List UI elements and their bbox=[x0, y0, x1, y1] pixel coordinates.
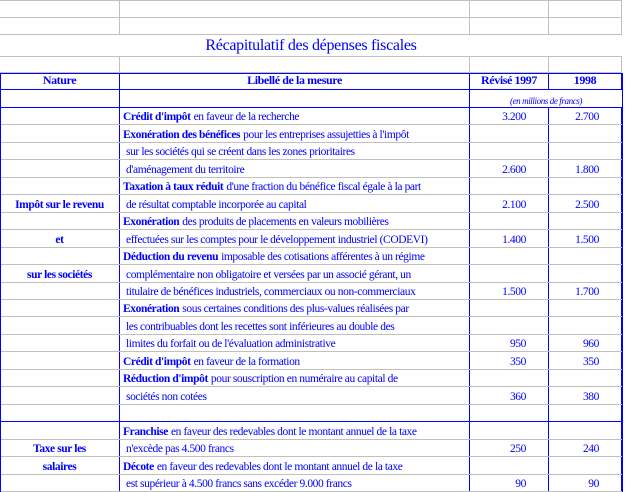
table-row bbox=[0, 405, 622, 422]
cell[interactable] bbox=[470, 18, 549, 34]
nature-cell[interactable] bbox=[0, 475, 120, 491]
measure-name: Réduction d'impôt bbox=[123, 373, 208, 386]
libelle-cell[interactable] bbox=[120, 370, 470, 386]
measure-description: de résultat comptable incorporée au capital bbox=[126, 198, 307, 211]
libelle-cell[interactable] bbox=[120, 475, 470, 491]
value-1997[interactable] bbox=[470, 265, 549, 281]
table-row bbox=[0, 352, 622, 369]
value-1998[interactable] bbox=[549, 422, 622, 438]
cell[interactable] bbox=[549, 1, 622, 17]
nature-cell[interactable] bbox=[0, 335, 120, 351]
section-divider bbox=[0, 421, 622, 422]
value-1997[interactable] bbox=[470, 405, 549, 421]
libelle-cell[interactable] bbox=[120, 457, 470, 473]
table-row bbox=[0, 335, 622, 352]
cell[interactable] bbox=[0, 90, 120, 107]
value-1997[interactable]: 90 bbox=[470, 475, 549, 491]
nature-cell[interactable]: et bbox=[0, 230, 120, 246]
measure-description: en faveur de la recherche bbox=[193, 111, 300, 124]
cell[interactable] bbox=[470, 1, 549, 17]
table-row bbox=[0, 457, 622, 474]
table-row bbox=[0, 440, 622, 457]
value-1998[interactable]: 1.800 bbox=[549, 160, 622, 176]
libelle-cell[interactable] bbox=[120, 317, 470, 333]
value-1998[interactable] bbox=[549, 405, 622, 421]
libelle-cell[interactable] bbox=[120, 195, 470, 211]
nature-cell[interactable] bbox=[0, 125, 120, 141]
value-1998[interactable] bbox=[549, 317, 622, 333]
measure-description: sous certaines conditions des plus-values réalisées par bbox=[182, 303, 409, 316]
value-1998[interactable] bbox=[549, 213, 622, 229]
libelle-cell[interactable] bbox=[120, 160, 470, 176]
measure-description: sur les sociétés qui se créent dans les zones prioritaires bbox=[126, 146, 355, 159]
measure-description: n'excède pas 4.500 francs bbox=[126, 443, 234, 456]
table-row bbox=[0, 422, 622, 439]
cell[interactable] bbox=[0, 1, 120, 17]
measure-description: titulaire de bénéfices industriels, commerciaux ou non-commerciaux bbox=[126, 285, 416, 298]
measure-name: Décote bbox=[123, 460, 154, 473]
measure-description: effectuées sur les comptes pour le développement industriel (CODEVI) bbox=[126, 233, 428, 246]
measure-description: est supérieur à 4.500 francs sans excéder 9.000 francs bbox=[126, 477, 352, 490]
table-row bbox=[0, 300, 622, 317]
value-1997[interactable] bbox=[470, 143, 549, 159]
table-row bbox=[0, 108, 622, 125]
cell[interactable] bbox=[549, 56, 622, 72]
nature-cell[interactable] bbox=[0, 283, 120, 299]
libelle-cell[interactable] bbox=[120, 125, 470, 141]
value-1998[interactable] bbox=[549, 370, 622, 386]
nature-cell[interactable] bbox=[0, 300, 120, 316]
value-1998[interactable] bbox=[549, 248, 622, 264]
empty-row[interactable] bbox=[0, 0, 622, 18]
value-1997[interactable]: 360 bbox=[470, 387, 549, 403]
table-row bbox=[0, 125, 622, 142]
table-row bbox=[0, 475, 622, 492]
table-row bbox=[0, 195, 622, 212]
value-1997[interactable] bbox=[470, 248, 549, 264]
libelle-cell[interactable] bbox=[120, 178, 470, 194]
nature-cell[interactable] bbox=[0, 422, 120, 438]
measure-description: imposable des cotisations afférentes à un régime bbox=[221, 251, 425, 264]
table-row bbox=[0, 265, 622, 282]
page-title: Récapitulatif des dépenses fiscales bbox=[0, 35, 622, 57]
nature-cell[interactable] bbox=[0, 405, 120, 421]
value-1997[interactable] bbox=[470, 178, 549, 194]
table-row bbox=[0, 230, 622, 247]
value-1997[interactable] bbox=[470, 317, 549, 333]
value-1998[interactable] bbox=[549, 265, 622, 281]
units-row bbox=[0, 90, 622, 108]
cell[interactable] bbox=[0, 18, 120, 34]
measure-name: Crédit d'impôt bbox=[123, 355, 191, 368]
value-1998[interactable] bbox=[549, 125, 622, 141]
measure-name: Déduction du revenu bbox=[123, 251, 219, 264]
header-1997: Révisé 1997 bbox=[470, 73, 549, 90]
value-1998[interactable]: 350 bbox=[549, 352, 622, 368]
value-1998[interactable]: 2.500 bbox=[549, 195, 622, 211]
libelle-cell[interactable] bbox=[120, 300, 470, 316]
nature-cell[interactable] bbox=[0, 352, 120, 368]
value-1998[interactable]: 960 bbox=[549, 335, 622, 351]
measure-name: Crédit d'impôt bbox=[123, 111, 191, 124]
libelle-cell[interactable] bbox=[120, 352, 470, 368]
libelle-cell[interactable] bbox=[120, 230, 470, 246]
measure-description: en faveur des redevables dont le montant annuel de la taxe bbox=[170, 425, 417, 438]
table-row bbox=[0, 178, 622, 195]
table-row bbox=[0, 248, 622, 265]
value-1997[interactable]: 3.200 bbox=[470, 108, 549, 124]
measure-description: pour les entreprises assujetties à l'impôt bbox=[243, 128, 409, 141]
value-1997[interactable] bbox=[470, 213, 549, 229]
value-1997[interactable] bbox=[470, 422, 549, 438]
empty-row[interactable] bbox=[0, 56, 622, 73]
nature-cell[interactable] bbox=[0, 387, 120, 403]
libelle-cell[interactable] bbox=[120, 248, 470, 264]
libelle-cell[interactable] bbox=[120, 335, 470, 351]
value-1998[interactable] bbox=[549, 300, 622, 316]
cell[interactable] bbox=[120, 1, 470, 17]
measure-description: en faveur des redevables dont le montant annuel de la taxe bbox=[156, 460, 403, 473]
value-1998[interactable]: 240 bbox=[549, 440, 622, 456]
measure-description: d'une fraction du bénéfice fiscal égale à la part bbox=[226, 181, 421, 194]
measure-name: Exonération bbox=[123, 303, 180, 316]
cell[interactable] bbox=[470, 56, 549, 72]
libelle-cell[interactable] bbox=[120, 108, 470, 124]
empty-row[interactable] bbox=[0, 18, 622, 35]
value-1998[interactable]: 1.700 bbox=[549, 283, 622, 299]
value-1998[interactable]: 1.500 bbox=[549, 230, 622, 246]
value-1998[interactable] bbox=[549, 143, 622, 159]
measure-name: Exonération bbox=[123, 216, 180, 229]
nature-cell[interactable] bbox=[0, 178, 120, 194]
measure-description: limites du forfait ou de l'évaluation administrative bbox=[126, 338, 336, 351]
units-label: (en millions de francs) bbox=[509, 96, 583, 106]
measure-name: Taxation à taux réduit bbox=[123, 181, 224, 194]
value-1998[interactable]: 2.700 bbox=[549, 108, 622, 124]
measure-description: les contribuables dont les recettes sont inférieures au double des bbox=[126, 320, 395, 333]
value-1997[interactable]: 2.600 bbox=[470, 160, 549, 176]
table-row bbox=[0, 213, 622, 230]
nature-cell[interactable]: salaires bbox=[0, 457, 120, 473]
value-1997[interactable]: 2.100 bbox=[470, 195, 549, 211]
table-row bbox=[0, 317, 622, 334]
table-row bbox=[0, 370, 622, 387]
value-1997[interactable]: 1.400 bbox=[470, 230, 549, 246]
nature-cell[interactable]: Impôt sur le revenu bbox=[0, 195, 120, 211]
measure-description: d'aménagement du territoire bbox=[126, 163, 245, 176]
cell[interactable] bbox=[549, 18, 622, 34]
value-1998[interactable]: 380 bbox=[549, 387, 622, 403]
value-1997[interactable]: 1.500 bbox=[470, 283, 549, 299]
nature-cell[interactable] bbox=[0, 317, 120, 333]
cell[interactable] bbox=[120, 90, 470, 107]
cell[interactable] bbox=[120, 18, 470, 34]
libelle-cell[interactable] bbox=[120, 422, 470, 438]
header-nature: Nature bbox=[0, 73, 120, 90]
table-row bbox=[0, 160, 622, 177]
table-row bbox=[0, 143, 622, 160]
libelle-cell[interactable] bbox=[120, 143, 470, 159]
nature-cell[interactable] bbox=[0, 370, 120, 386]
value-1997[interactable] bbox=[470, 457, 549, 473]
libelle-cell[interactable] bbox=[120, 387, 470, 403]
nature-cell[interactable]: Taxe sur les bbox=[0, 440, 120, 456]
nature-cell[interactable]: sur les sociétés bbox=[0, 265, 120, 281]
value-1998[interactable]: 90 bbox=[549, 475, 622, 491]
value-1998[interactable] bbox=[549, 457, 622, 473]
header-1998: 1998 bbox=[549, 73, 622, 90]
value-1998[interactable] bbox=[549, 178, 622, 194]
libelle-cell[interactable] bbox=[120, 440, 470, 456]
cell[interactable] bbox=[0, 56, 120, 72]
nature-cell[interactable] bbox=[0, 213, 120, 229]
header-row bbox=[0, 73, 622, 90]
libelle-cell[interactable] bbox=[120, 265, 470, 281]
measure-description: des produits de placements en valeurs mobilières bbox=[182, 216, 389, 229]
measure-description: complémentaire non obligatoire et versées par un associé gérant, un bbox=[126, 268, 411, 281]
value-1997[interactable] bbox=[470, 300, 549, 316]
value-1997[interactable] bbox=[470, 125, 549, 141]
libelle-cell[interactable] bbox=[120, 283, 470, 299]
measure-name: Franchise bbox=[123, 425, 168, 438]
table-row bbox=[0, 387, 622, 404]
value-1997[interactable]: 950 bbox=[470, 335, 549, 351]
table-row bbox=[0, 283, 622, 300]
nature-cell[interactable] bbox=[0, 248, 120, 264]
value-1997[interactable]: 250 bbox=[470, 440, 549, 456]
measure-name: Exonération des bénéfices bbox=[123, 128, 241, 141]
measure-description: en faveur de la formation bbox=[193, 355, 300, 368]
nature-cell[interactable] bbox=[0, 108, 120, 124]
nature-cell[interactable] bbox=[0, 143, 120, 159]
measure-description: pour souscription en numéraire au capital de bbox=[210, 373, 398, 386]
cell[interactable] bbox=[120, 56, 470, 72]
value-1997[interactable] bbox=[470, 370, 549, 386]
libelle-cell[interactable] bbox=[120, 213, 470, 229]
header-libelle: Libellé de la mesure bbox=[120, 73, 470, 90]
libelle-cell[interactable] bbox=[120, 405, 470, 421]
measure-description: sociétés non cotées bbox=[126, 390, 207, 403]
value-1997[interactable]: 350 bbox=[470, 352, 549, 368]
nature-cell[interactable] bbox=[0, 160, 120, 176]
